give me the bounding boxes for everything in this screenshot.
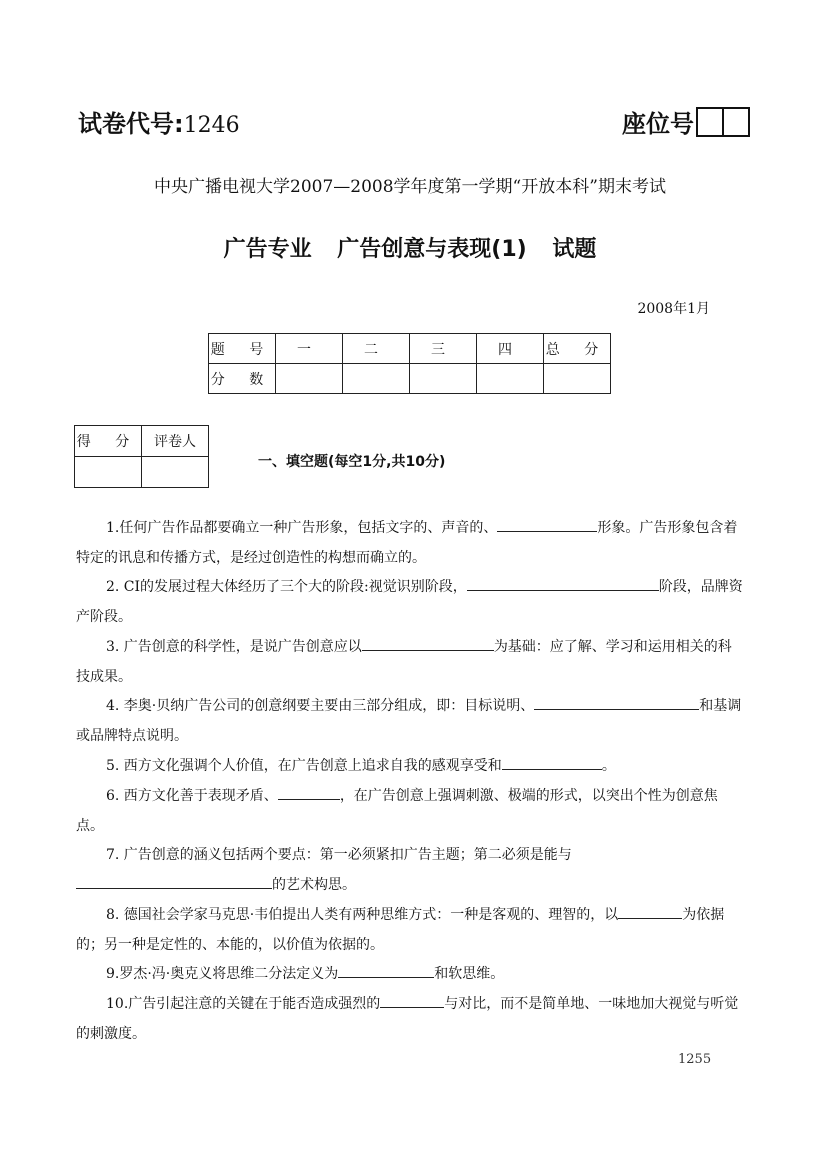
score-cell[interactable] (544, 364, 611, 394)
question-9 (76, 959, 744, 989)
answer-blank[interactable] (497, 515, 597, 532)
exam-code (78, 104, 240, 139)
exam-code-value: 1246 (183, 113, 240, 138)
seat-box[interactable] (698, 109, 722, 135)
question-text: 6. 西方文化善于表现矛盾、 (106, 788, 278, 804)
answer-blank[interactable] (618, 902, 682, 919)
score-cell[interactable] (410, 364, 477, 394)
score-table (208, 333, 611, 394)
score-table-row-label: 分 数 (209, 364, 276, 394)
question-text: 为依据的；另一种是定性的、本能的，以价值为依据的。 (76, 907, 725, 953)
question-6 (76, 781, 744, 841)
answer-blank[interactable] (362, 634, 494, 651)
grader-name-cell[interactable] (142, 457, 209, 488)
question-text: 与对比，而不是简单地、一味地加大视觉与听觉的刺激度。 (76, 996, 739, 1042)
seat-box[interactable] (722, 109, 748, 135)
question-text: 为基础：应了解、学习和运用相关的科技成果。 (76, 639, 732, 685)
question-2 (76, 572, 744, 632)
question-text: 和软思维。 (434, 966, 505, 982)
question-text: 8. 德国社会学家马克思·韦伯提出人类有两种思维方式：一种是客观的、理智的，以 (106, 907, 619, 923)
question-text: 4. 李奥·贝纳广告公司的创意纲要主要由三部分组成，即：目标说明、 (106, 698, 535, 714)
score-table-column: 总 分 (544, 334, 611, 364)
question-5 (76, 751, 744, 781)
answer-blank[interactable] (534, 693, 699, 710)
score-table-column: 三 (410, 334, 477, 364)
seat-boxes (696, 107, 750, 137)
grader-score-cell[interactable] (75, 457, 142, 488)
answer-blank[interactable] (278, 783, 340, 800)
question-text: 1.任何广告作品都要确立一种广告形象，包括文字的、声音的、 (106, 520, 498, 536)
question-text: 5. 西方文化强调个人价值，在广告创意上追求自我的感观享受和 (106, 758, 502, 774)
answer-blank[interactable] (338, 961, 434, 978)
grader-score-label: 得 分 (75, 426, 142, 457)
question-text: 。 (601, 758, 616, 774)
grader-table-entry-row (75, 457, 209, 488)
score-table-column: 四 (477, 334, 544, 364)
section-title: 一、填空题(每空1分,共10分) (258, 454, 446, 470)
score-table-header-row (209, 334, 611, 364)
page-number: 1255 (678, 1052, 712, 1067)
question-text: 9.罗杰·冯·奥克义将思维二分法定义为 (106, 966, 339, 982)
exam-subtitle: 中央广播电视大学2007—2008学年度第一学期“开放本科”期末考试 (154, 177, 666, 197)
score-table-score-row (209, 364, 611, 394)
question-text: 形象。广告形象包含着特定的讯息和传播方式，是经过创造性的构想而确立的。 (76, 520, 738, 566)
score-table-column: 二 (343, 334, 410, 364)
exam-code-label: 试卷代号: (78, 110, 184, 138)
answer-blank[interactable] (467, 574, 659, 591)
question-text: 3. 广告创意的科学性，是说广告创意应以 (106, 639, 362, 655)
question-4 (76, 691, 744, 751)
question-3 (76, 632, 744, 692)
question-text: 7. 广告创意的涵义包括两个要点：第一必须紧扣广告主题；第二必须是能与 (106, 847, 572, 863)
grader-table-header-row (75, 426, 209, 457)
question-1 (76, 513, 744, 573)
score-table-header-label: 题 号 (209, 334, 276, 364)
answer-blank[interactable] (502, 753, 602, 770)
score-table-column: 一 (276, 334, 343, 364)
exam-date: 2008年1月 (637, 301, 710, 317)
question-text: 阶段，品牌资产阶段。 (76, 579, 743, 625)
exam-title: 广告专业 广告创意与表现(1) 试题 (223, 237, 597, 262)
grader-table (74, 425, 209, 488)
seat-label: 座位号 (622, 110, 694, 138)
question-text: 2. CI的发展过程大体经历了三个大的阶段:视觉识别阶段， (106, 579, 467, 595)
grader-label: 评卷人 (142, 426, 209, 457)
question-text: ，在广告创意上强调刺激、极端的形式，以突出个性为创意焦点。 (76, 788, 718, 834)
question-text: 的艺术构思。 (272, 877, 356, 893)
question-text: 和基调或品牌特点说明。 (76, 698, 742, 744)
score-cell[interactable] (343, 364, 410, 394)
answer-blank[interactable] (76, 872, 272, 889)
question-text: 10.广告引起注意的关键在于能否造成强烈的 (106, 996, 381, 1012)
score-cell[interactable] (477, 364, 544, 394)
seat-number (622, 104, 750, 139)
question-10 (76, 989, 744, 1049)
question-7 (76, 840, 744, 900)
score-cell[interactable] (276, 364, 343, 394)
answer-blank[interactable] (380, 991, 444, 1008)
question-8 (76, 900, 744, 960)
